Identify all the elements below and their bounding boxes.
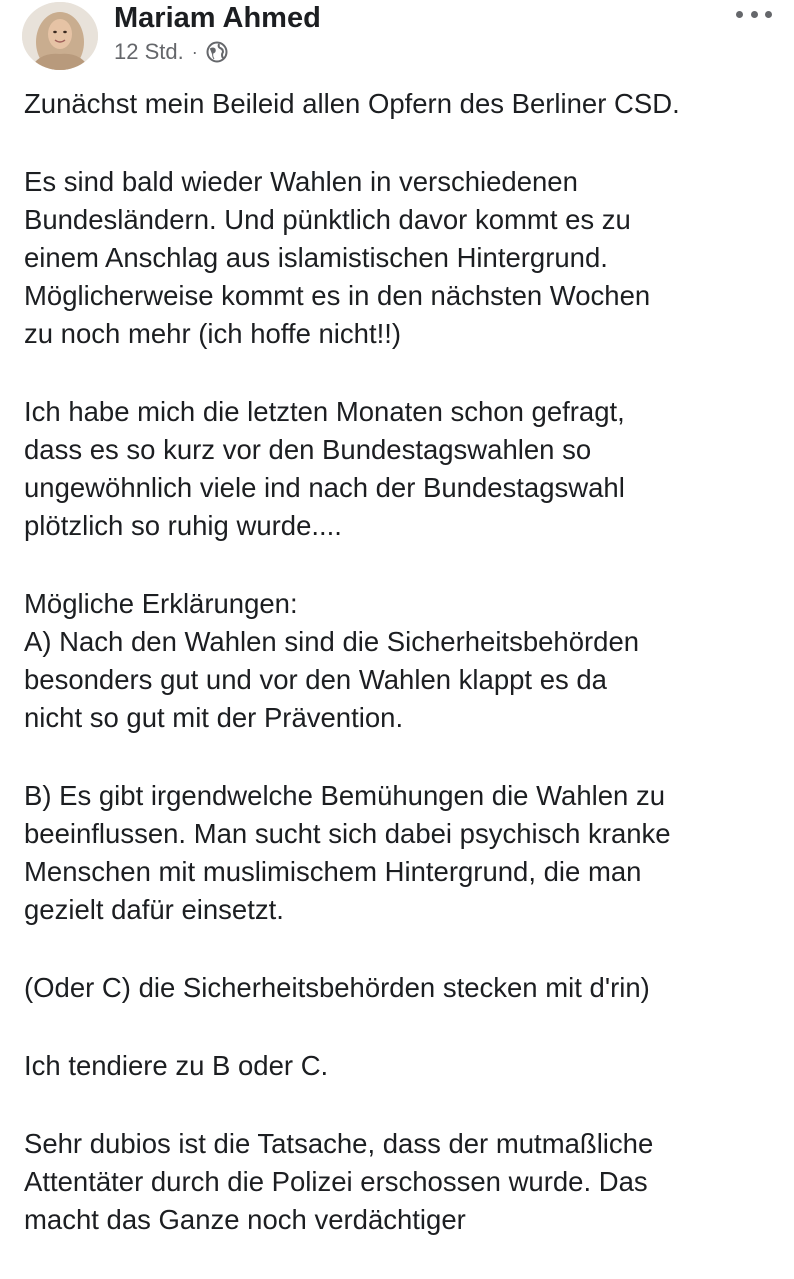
post-header [0,0,794,80]
post-paragraph: (Oder C) die Sicherheitsbehörden stecken mit d'rin) [24,972,650,1003]
more-options-icon[interactable] [736,4,772,24]
post-paragraph: Zunächst mein Beileid allen Opfern des Berliner CSD. [24,88,680,119]
post-text [24,85,784,1279]
post-paragraph: Ich habe mich die letzten Monaten schon gefragt, dass es so kurz vor den Bundestagswahlen so ungewöhnlich viele ind nach der Bundestagswahl plötzlich so ruhig wurde.... [24,396,625,541]
avatar[interactable] [22,2,98,70]
meta-separator: · [191,41,198,62]
post-paragraph: B) Es gibt irgendwelche Bemühungen die Wahlen zu beeinflussen. Man sucht sich dabei psychisch kranke Menschen mit muslimischem Hintergrund, die man gezielt dafür einsetzt. [24,780,671,925]
post-paragraph: Ich tendiere zu B oder C. [24,1050,329,1081]
more-dot-icon [736,11,743,18]
more-dot-icon [751,11,758,18]
post-paragraph: Es sind bald wieder Wahlen in verschiedenen Bundesländern. Und pünktlich davor kommt es zu einem Anschlag aus islamistischen Hintergrund. Möglicherweise kommt es in den nächsten Wochen zu noch mehr (ich hoffe nicht!!) [24,166,651,349]
globe-icon[interactable] [206,41,228,63]
post-timestamp[interactable]: 12 Std. [114,39,184,64]
post-paragraph: Sehr dubios ist die Tatsache, dass der mutmaßliche Attentäter durch die Polizei erschossen wurde. Das macht das Ganze noch verdächtiger [24,1128,654,1235]
avatar-image [22,2,98,70]
author-name[interactable]: Mariam Ahmed [114,2,321,34]
post-meta [114,38,228,66]
post-paragraph: Mögliche Erklärungen: A) Nach den Wahlen sind die Sicherheitsbehörden besonders gut und vor den Wahlen klappt es da nicht so gut mit der Prävention. [24,588,640,733]
more-dot-icon [765,11,772,18]
